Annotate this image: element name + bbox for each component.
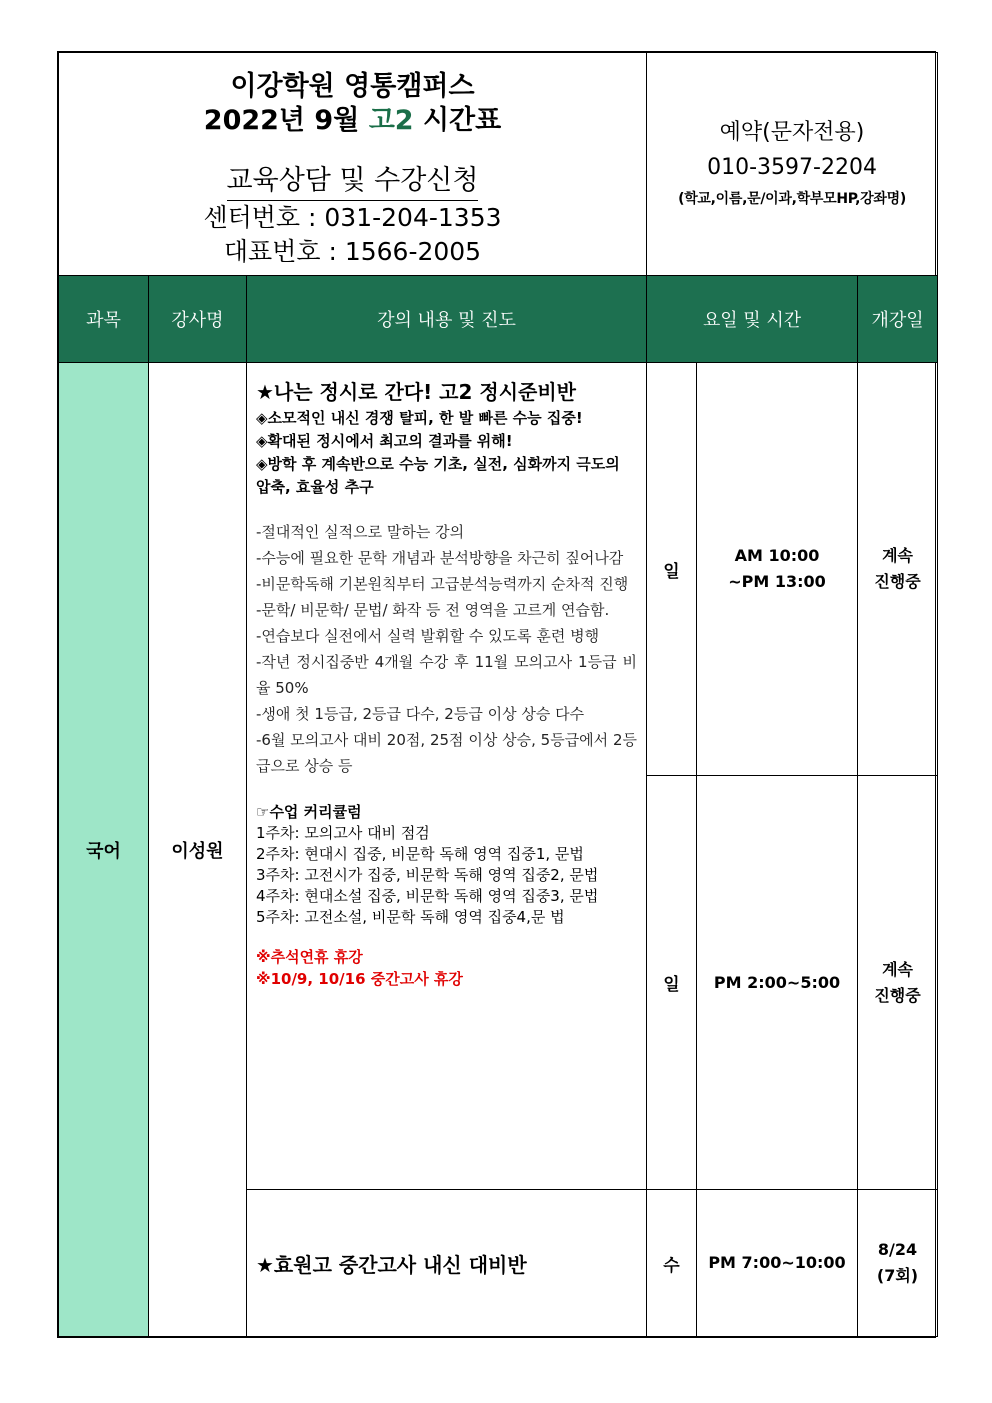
description-item: -6월 모의고사 대비 20점, 25점 이상 상승, 5등급에서 2등급으로 상승 등	[256, 731, 638, 775]
session-start: 8/24 (7회)	[858, 1190, 938, 1337]
highlight-item: ◈방학 후 계속반으로 수능 기초, 실전, 심화까지 극도의 압축, 효율성 추구	[256, 455, 620, 496]
highlight-item: ◈확대된 정시에서 최고의 결과를 위해!	[256, 432, 513, 450]
reservation-phone: 010-3597-2204	[707, 155, 877, 180]
session-row-1	[59, 363, 938, 776]
highlight-item: ◈소모적인 내신 경쟁 탈피, 한 발 빠른 수능 집중!	[256, 409, 583, 427]
course-title: ★나는 정시로 간다! 고2 정시준비반	[256, 380, 576, 404]
subject-cell: 국어	[59, 363, 149, 1337]
center-phone: 센터번호 : 031-204-1353	[203, 202, 502, 232]
reservation-label: 예약(문자전용)	[719, 120, 865, 145]
curriculum-week: 5주차: 고전소설, 비문학 독해 영역 집중4,문 법	[256, 908, 565, 926]
session-start: 계속 진행중	[858, 363, 938, 776]
description-item: -절대적인 실적으로 말하는 강의	[256, 523, 465, 541]
session-time: PM 2:00~5:00	[697, 776, 858, 1190]
grade-label: 고2	[368, 104, 414, 136]
academy-header	[59, 53, 647, 276]
description-item: -비문학독해 기본원칙부터 고급분석능력까지 순차적 진행	[256, 575, 629, 593]
session-day: 일	[647, 363, 697, 776]
curriculum-week: 2주차: 현대시 집중, 비문학 독해 영역 집중1, 문법	[256, 845, 584, 863]
session-time: AM 10:00 ~PM 13:00	[697, 363, 858, 776]
curriculum-title: ☞수업 커리큘럼	[256, 803, 362, 821]
main-phone: 대표번호 : 1566-2005	[223, 236, 482, 266]
curriculum-week: 3주차: 고전시가 집중, 비문학 독해 영역 집중2, 문법	[256, 866, 599, 884]
curriculum-week: 4주차: 현대소설 집중, 비문학 독해 영역 집중3, 문법	[256, 887, 599, 905]
course-notes	[256, 946, 637, 990]
course-description	[256, 519, 637, 779]
academy-title: 이강학원 영통캠퍼스	[230, 70, 475, 102]
description-item: -문학/ 비문학/ 문법/ 화작 등 전 영역을 고르게 연습함.	[256, 601, 610, 619]
course-highlights	[256, 407, 637, 499]
timetable	[58, 52, 938, 1337]
description-item: -작년 정시집중반 4개월 수강 후 11월 모의고사 1등급 비율 50%	[256, 653, 638, 697]
schedule-title: 2022년 9월 고2 시간표	[203, 104, 502, 136]
column-header-row	[59, 276, 938, 363]
teacher-cell: 이성원	[149, 363, 247, 1337]
description-item: -생애 첫 1등급, 2등급 다수, 2등급 이상 상승 다수	[256, 705, 585, 723]
description-item: -연습보다 실전에서 실력 발휘할 수 있도록 훈련 병행	[256, 627, 600, 645]
curriculum-week: 1주차: 모의고사 대비 점검	[256, 824, 430, 842]
timetable-sheet	[57, 51, 936, 1338]
curriculum	[256, 801, 637, 928]
col-subject: 과목	[59, 276, 149, 363]
col-schedule: 요일 및 시간	[647, 276, 858, 363]
description-item: -수능에 필요한 문학 개념과 분석방향을 차근히 짚어나감	[256, 549, 624, 567]
exam-break-note: ※10/9, 10/16 중간고사 휴강	[256, 970, 463, 988]
session-start: 계속 진행중	[858, 776, 938, 1190]
session-day: 일	[647, 776, 697, 1190]
holiday-note: ※추석연휴 휴강	[256, 948, 363, 966]
session-day: 수	[647, 1190, 697, 1337]
reservation-note: (학교,이름,문/이과,학부모HP,강좌명)	[678, 191, 906, 207]
col-teacher: 강사명	[149, 276, 247, 363]
course2-title: ★효원고 중간고사 내신 대비반	[247, 1190, 647, 1337]
header-row	[59, 53, 938, 276]
col-content: 강의 내용 및 진도	[247, 276, 647, 363]
col-start: 개강일	[858, 276, 938, 363]
course-content	[247, 363, 647, 1190]
reservation-box	[647, 53, 938, 276]
session-time: PM 7:00~10:00	[697, 1190, 858, 1337]
consult-label: 교육상담 및 수강신청	[227, 164, 479, 201]
